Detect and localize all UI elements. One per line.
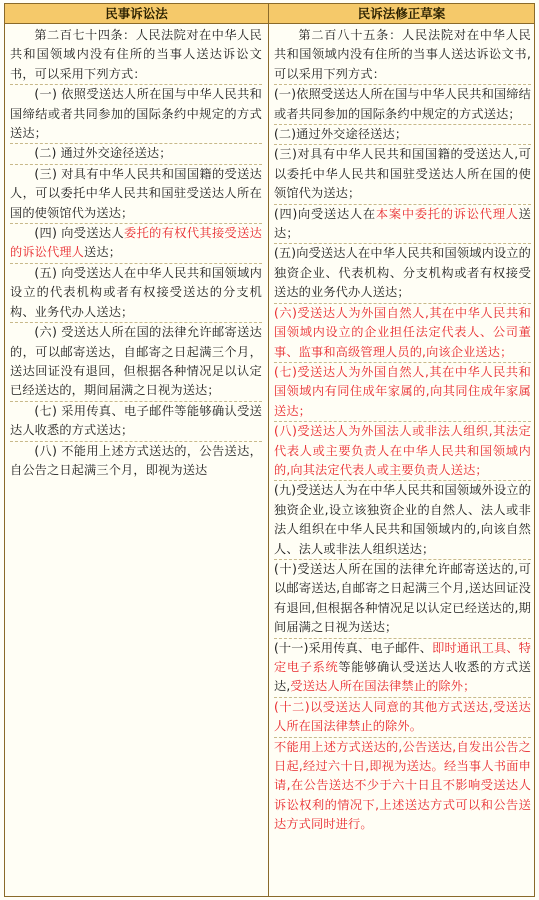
header-amendment-draft: 民诉法修正草案	[269, 4, 534, 24]
left-item-5: (五) 向受送达人在中华人民共和国领域内设立的代表机构或者有权接受送达的分支机构、业务代办人送达；	[10, 264, 262, 323]
right-item-6: (六)受送达人为外国自然人,其在中华人民共和国领域内设立的企业担任法定代表人、公司董事、监事和高级管理人员的,向该企业送达；	[274, 304, 531, 363]
left-item-2: (二) 通过外交途径送达；	[10, 144, 262, 164]
right-item-11-text: (十一)采用传真、电子邮件、	[274, 640, 433, 655]
left-article-intro: 第二百七十四条：人民法院对在中华人民共和国领域内没有住所的当事人送达诉讼文书，可以采用下列方式：	[10, 26, 262, 85]
right-item-7: (七)受送达人为外国自然人,其在中华人民共和国领域内有同住成年家属的,向其同住成年家属送达；	[274, 363, 531, 422]
right-item-4-text: (四)向受送达人在	[274, 206, 376, 221]
column-divider	[268, 4, 269, 896]
right-item-12: (十二)以受送达人同意的其他方式送达,受送达人所在国法律禁止的除外。	[274, 698, 531, 738]
left-column	[10, 26, 262, 480]
right-item-3: (三)对具有中华人民共和国国籍的受送达人,可以委托中华人民共和国驻受送达人所在国的使领馆代为送达；	[274, 145, 531, 204]
right-item-9: (九)受送达人为在中华人民共和国领域外设立的独资企业,设立该独资企业的自然人、法人或非法人组织在中华人民共和国领域内的,向该自然人、法人或非法人组织送达；	[274, 481, 531, 560]
right-item-8: (八)受送达人为外国法人或非法人组织,其法定代表人或主要负责人在中华人民共和国领域内的,向其法定代表人或主要负责人送达；	[274, 422, 531, 481]
right-column	[274, 26, 531, 835]
left-item-1: (一) 依照受送达人所在国与中华人民共和国缔结或者共同参加的国际条约中规定的方式送达；	[10, 85, 262, 144]
right-item-2: (二)通过外交途径送达；	[274, 125, 531, 145]
left-item-4-text: (四) 向受送达人	[34, 226, 125, 241]
left-item-6: (六) 受送达人所在国的法律允许邮寄送达的，可以邮寄送达，自邮寄之日起满三个月，送达回证没有退回，但根据各种情况足以认定已经送达的，期间届满之日视为送达；	[10, 323, 262, 402]
left-item-4-highlight: 委托的有权代其接受送达的诉讼代理人	[10, 226, 262, 260]
right-item-10: (十)受送达人所在国的法律允许邮寄送达的,可以邮寄送达,自邮寄之日起满三个月,送达回证没有退回,但根据各种情况足以认定已经送达的,期间届满之日视为送达；	[274, 560, 531, 639]
left-item-4	[10, 224, 262, 264]
left-item-7: (七) 采用传真、电子邮件等能够确认受送达人收悉的方式送达；	[10, 402, 262, 442]
left-item-3: (三) 对具有中华人民共和国国籍的受送达人，可以委托中华人民共和国驻受送达人所在国的使领馆代为送达；	[10, 165, 262, 224]
right-article-intro: 第二百八十五条：人民法院对在中华人民共和国领域内没有住所的当事人送达诉讼文书,可以采用下列方式：	[274, 26, 531, 85]
right-item-11-highlight: 即时通讯工具、特定电子系统	[274, 640, 532, 674]
comparison-table	[4, 3, 535, 897]
right-item-11	[274, 639, 531, 698]
header-civil-procedure-law: 民事诉讼法	[5, 4, 269, 24]
right-public-notice: 不能用上述方式送达的,公告送达,自发出公告之日起,经过六十日,即视为送达。经当事人书面申请,在公告送达不少于六十日且不影响受送达人诉讼权利的情况下,上述送达方式可以和公告送达方式同时进行。	[274, 739, 531, 832]
left-item-8: (八) 不能用上述方式送达的，公告送达，自公告之日起满三个月，即视为送达	[10, 443, 262, 477]
left-item-4-end: 送达；	[84, 245, 122, 260]
right-item-4-end: 送达；	[274, 206, 531, 241]
right-item-1: (一)依照受送达人所在国与中华人民共和国缔结或者共同参加的国际条约中规定的方式送达；	[274, 85, 531, 125]
right-item-5: (五)向受送达人在中华人民共和国领域内设立的独资企业、代表机构、分支机构或者有权接受送达的业务代办人送达；	[274, 244, 531, 303]
right-item-11-exception: 受送达人所在国法律禁止的除外；	[290, 679, 476, 694]
right-item-4-highlight: 本案中委托的诉讼代理人	[375, 206, 519, 221]
right-item-4	[274, 205, 531, 245]
right-item-11-mid: 等能够确认受送达人收悉的方式送达,	[274, 660, 532, 694]
